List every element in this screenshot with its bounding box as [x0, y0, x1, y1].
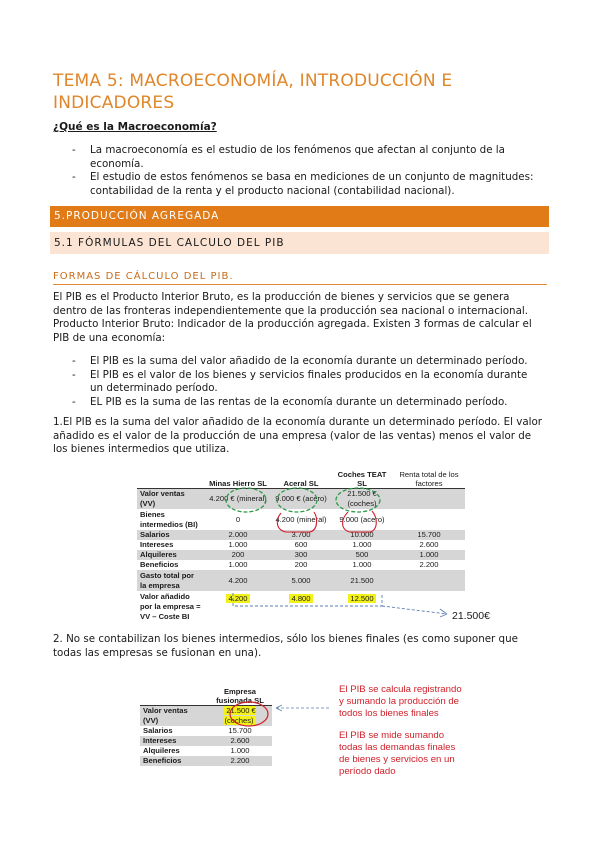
list-item: - El PIB es la suma del valor añadido de la economía durante un determinado período.	[72, 355, 542, 369]
table-cell: 21.500	[331, 570, 393, 591]
table-cell: 2.600	[208, 736, 272, 746]
table-cell: 200	[294, 560, 308, 569]
table-cell: 4.200 € (mineral)	[205, 488, 271, 509]
table-cell: 4.200	[205, 570, 271, 591]
table-cell: 21.500 € (coches)	[208, 705, 272, 726]
row-label: Gasto total por la empresa	[137, 570, 205, 591]
red-circle	[230, 702, 268, 726]
question-heading: ¿Qué es la Macroeconomía?	[53, 121, 217, 133]
table-header: Empresa fusionada SL	[216, 686, 264, 705]
table-cell: 1.000	[230, 746, 250, 755]
table-cell: 2.000	[205, 530, 271, 540]
row-label: Alquileres	[143, 746, 180, 755]
total-value-note: 21.500€	[452, 610, 490, 622]
table-cell: 600	[294, 540, 308, 549]
table-cell: 200	[205, 550, 271, 560]
list-item: - El PIB es el valor de los bienes y servicios finales producidos en la economía durante un determinado período.	[72, 369, 542, 396]
section-heading: 5.PRODUCCIÓN AGREGADA	[50, 206, 549, 227]
table-cell: 2.200	[208, 756, 272, 766]
table-cell: 9.000 (acero)	[339, 514, 385, 524]
row-label: Beneficios	[140, 560, 179, 569]
highlighted-value: 4.800	[291, 594, 311, 603]
table-cell: 1.000	[228, 540, 248, 549]
table-header: Minas Hierro SL	[209, 478, 267, 488]
table-header: Renta total de los factores	[399, 469, 459, 488]
list-item: - El estudio de estos fenómenos se basa en mediciones de un conjunto de magnitudes: contabilidad de la renta y el producto nacional (contabilidad nacional).	[72, 171, 542, 198]
row-label: Valor ventas (VV)	[137, 488, 205, 509]
table-cell: 9.000 € (acero)	[271, 488, 331, 509]
table-cell: 5.000	[271, 570, 331, 591]
note-final-demand: El PIB se mide sumando todas las demandas finales de bienes y servicios en un período dado	[339, 730, 456, 777]
table-cell: 1.000	[352, 540, 372, 549]
table-cell: 500	[331, 550, 393, 560]
list-item: - EL PIB es la suma de las rentas de la economía durante un determinado período.	[72, 396, 542, 410]
table-cell: 1.000	[393, 550, 465, 560]
table-cell: 2.200	[419, 560, 439, 569]
row-label: Valor ventas (VV)	[140, 705, 208, 726]
subsection-heading: 5.1 FÓRMULAS DEL CALCULO DEL PIB	[50, 232, 549, 254]
point-1-text: 1.El PIB es la suma del valor añadido de la economía durante un determinado período. El valor añadido es el valor de la producción de una empresa (valor de las ventas) menos el valor de los bienes intermedios que utiliza.	[53, 416, 543, 455]
table-cell: 0	[235, 514, 241, 524]
subheading: FORMAS DE CÁLCULO DEL PIB.	[53, 271, 234, 282]
table-cell: 21.500 € (coches)	[331, 488, 393, 509]
list-item: - La macroeconomía es el estudio de los fenómenos que afectan al conjunto de la economía.	[72, 144, 542, 171]
row-label: Bienes intermedios (BI)	[140, 509, 198, 529]
row-label: Intereses	[140, 540, 174, 549]
table-cell: 15.700	[393, 530, 465, 540]
table-cell: 3.700	[271, 530, 331, 540]
highlighted-value: 4.200	[228, 594, 248, 603]
table-cell: 1.000	[228, 560, 248, 569]
table-header: Aceral SL	[283, 478, 319, 488]
row-label: Salarios	[137, 530, 205, 540]
row-label: Salarios	[143, 726, 173, 735]
row-label: Intereses	[140, 736, 208, 746]
table-cell: 4.200 (mineral)	[275, 514, 327, 524]
table-cell: 1.000	[352, 560, 372, 569]
table-header: Coches TEAT SL	[337, 469, 387, 488]
row-label: Alquileres	[137, 550, 205, 560]
highlighted-value: 12.500	[350, 594, 374, 603]
pib-paragraph: El PIB es el Producto Interior Bruto, es la producción de bienes y servicios que se genera dentro de las fronteras independientemente que la producción sea nacional o internacional. Producto Interior Bruto: Indicador de la producción agregada. Existen 3 formas de calcular el PIB de una economía:	[53, 291, 532, 344]
table-cell: 2.600	[419, 540, 439, 549]
point-2-text: 2. No se contabilizan los bienes intermedios, sólo los bienes finales (es como suponer que todas las empresas se fusionan en una).	[53, 633, 518, 659]
note-final-goods: El PIB se calcula registrando y sumando la producción de todos los bienes finales	[339, 684, 462, 719]
row-label: Beneficios	[140, 756, 208, 766]
table-cell: 10.000	[331, 530, 393, 540]
table-cell: 300	[271, 550, 331, 560]
row-label: Valor añadido por la empresa = VV – Coste BI	[140, 592, 201, 621]
table-cell: 15.700	[228, 726, 252, 735]
page-title: TEMA 5: MACROECONOMÍA, INTRODUCCIÓN E INDICADORES	[53, 71, 453, 113]
